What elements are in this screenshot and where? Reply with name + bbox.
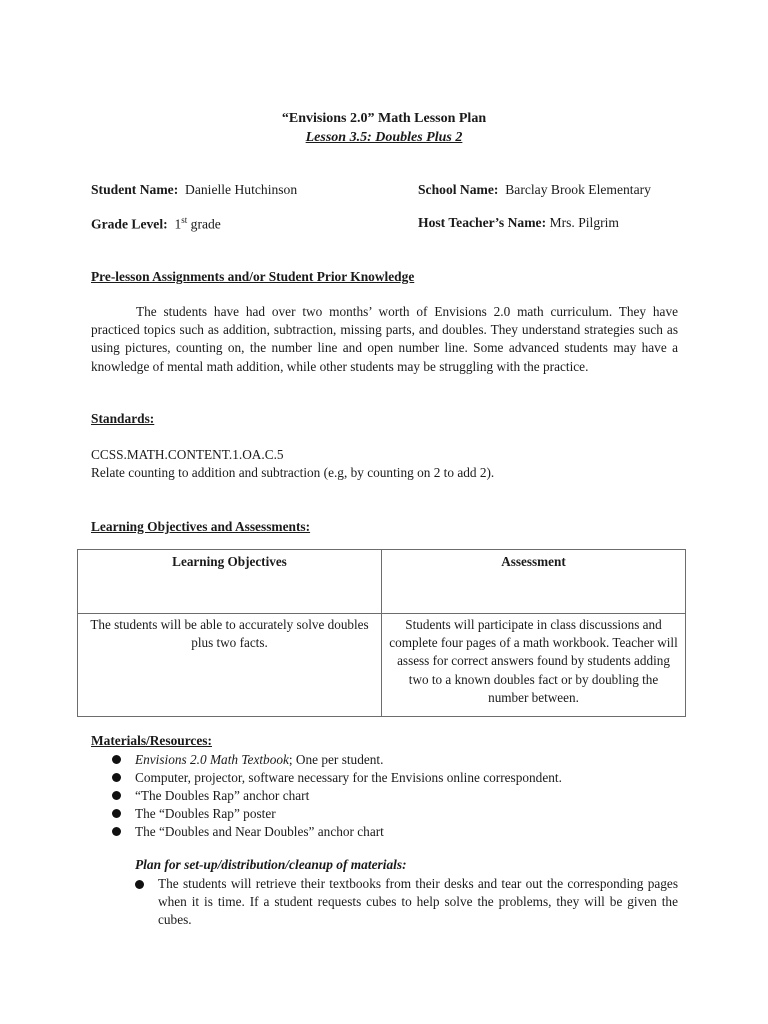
textbook-title: Envisions 2.0 Math Textbook [135, 752, 289, 767]
student-name-label: Student Name: [91, 182, 179, 197]
plan-heading: Plan for set-up/distribution/cleanup of materials: [135, 857, 407, 872]
host-teacher-value: Mrs. Pilgrim [549, 215, 620, 230]
prior-knowledge-paragraph: The students have had over two months’ worth of Envisions 2.0 math curriculum. They have practiced topics such as addition, subtraction, missing parts, and doubles. They understand strategies such as using pictures, counting on, the number line and open number line. Some advanced students may have a knowledge of mental math addition, while other students may be struggling with the practice. [91, 304, 678, 374]
student-name-row [91, 182, 297, 198]
table-row [78, 614, 686, 717]
materials-list [91, 751, 562, 841]
standard-code: CCSS.MATH.CONTENT.1.OA.C.5 [91, 447, 284, 462]
standards-heading: Standards: [91, 411, 155, 426]
materials-heading: Materials/Resources: [91, 733, 212, 748]
bullet-icon [112, 755, 121, 764]
school-name-row [418, 182, 651, 198]
material-item-text: Computer, projector, software necessary for the Envisions online correspondent. [135, 770, 562, 786]
bullet-icon [112, 827, 121, 836]
objective-cell: The students will be able to accurately solve doubles plus two facts. [78, 614, 382, 717]
grade-level-word: grade [190, 216, 221, 232]
standard-description: Relate counting to addition and subtraction (e.g, by counting on 2 to add 2). [91, 465, 495, 480]
material-item-text: “The Doubles Rap” anchor chart [135, 788, 310, 804]
grade-level-row [91, 215, 221, 233]
material-item-text: The “Doubles Rap” poster [135, 806, 276, 822]
list-item [91, 787, 562, 805]
school-name-label: School Name: [418, 182, 499, 197]
grade-level-label: Grade Level: [91, 216, 168, 232]
assessment-column-header: Assessment [382, 550, 686, 614]
bullet-icon [112, 773, 121, 782]
objectives-heading: Learning Objectives and Assessments: [91, 519, 311, 534]
material-item-text: The “Doubles and Near Doubles” anchor chart [135, 824, 384, 840]
bullet-icon [112, 809, 121, 818]
list-item [91, 769, 562, 787]
list-item [91, 751, 562, 769]
bullet-icon [112, 791, 121, 800]
textbook-note: ; One per student. [288, 752, 384, 767]
student-name-value: Danielle Hutchinson [185, 182, 298, 197]
document-title: “Envisions 2.0” Math Lesson Plan [281, 111, 487, 126]
assessment-cell: Students will participate in class discussions and complete four pages of a math workbook. Teacher will assess for correct answers found by students adding two to a known doubles fact or by doubling the number between. [382, 614, 686, 717]
objectives-table [77, 549, 686, 717]
table-header-row [78, 550, 686, 614]
plan-item-text: The students will retrieve their textbooks from their desks and tear out the corresponding pages when it is time. If a student requests cubes to help solve the problems, they will be given the cubes. [158, 876, 678, 928]
host-teacher-label: Host Teacher’s Name: [418, 215, 547, 230]
objectives-column-header: Learning Objectives [78, 550, 382, 614]
lesson-subtitle: Lesson 3.5: Doubles Plus 2 [305, 130, 463, 145]
plan-list-item [135, 875, 678, 930]
host-teacher-row [418, 215, 619, 231]
bullet-icon [135, 880, 144, 889]
list-item [91, 805, 562, 823]
school-name-value: Barclay Brook Elementary [505, 182, 651, 197]
grade-level-suffix: st [181, 215, 188, 225]
list-item [91, 823, 562, 841]
grade-level-number: 1 [174, 216, 182, 232]
prior-knowledge-heading: Pre-lesson Assignments and/or Student Prior Knowledge [91, 269, 415, 284]
